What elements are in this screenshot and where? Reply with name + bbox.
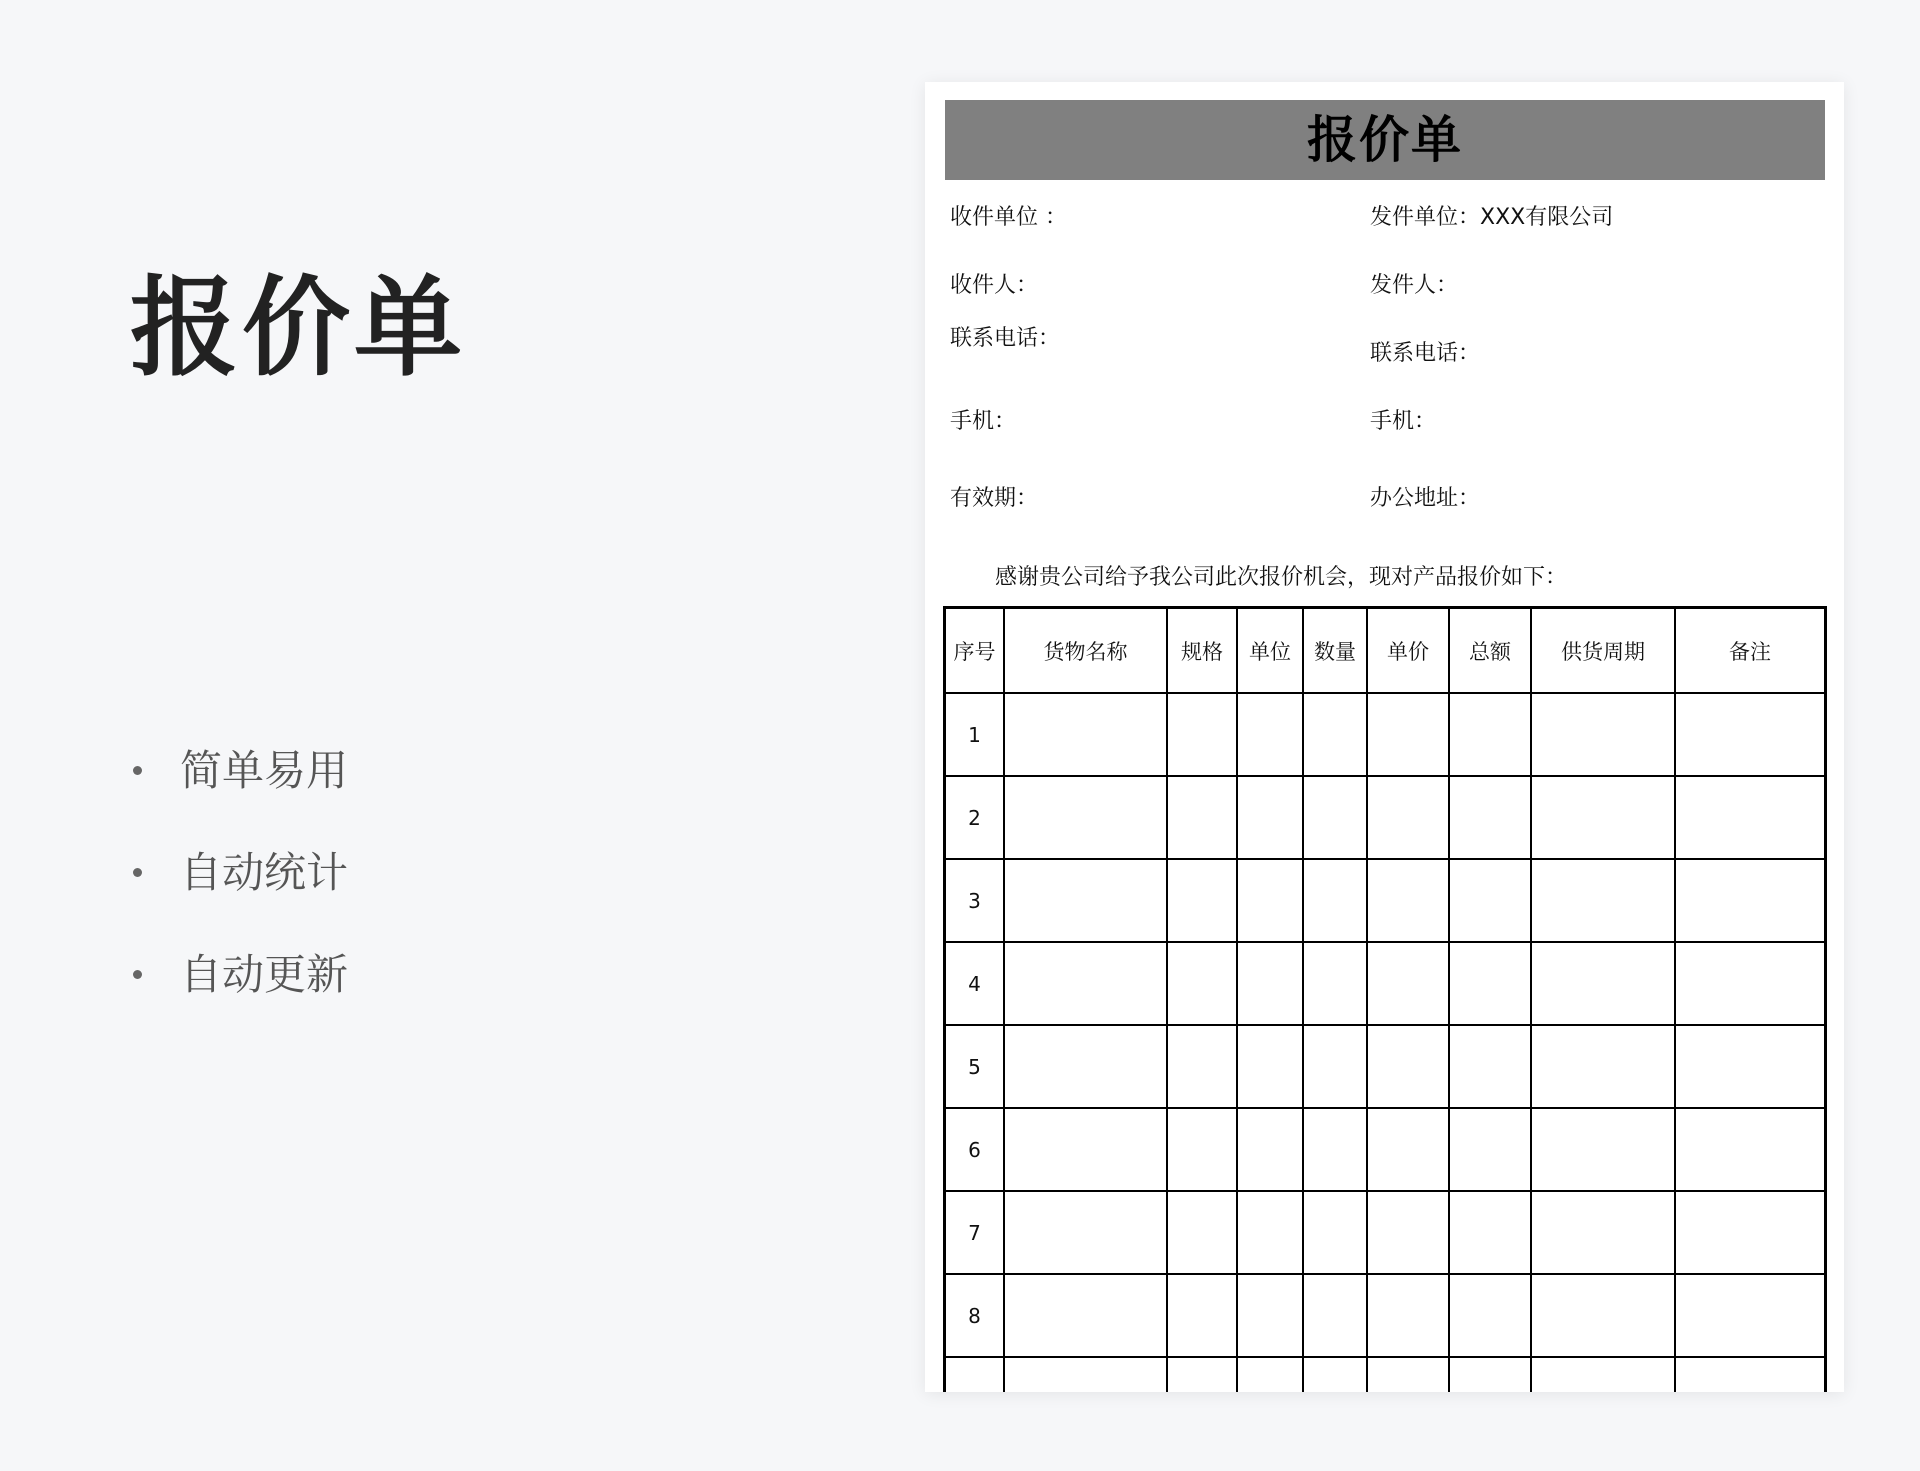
- table-cell: [1167, 1274, 1237, 1357]
- table-cell: [1237, 693, 1303, 776]
- table-header-row: [946, 609, 1824, 693]
- quotation-table-body: [946, 609, 1824, 1392]
- table-cell: [1303, 942, 1367, 1025]
- table-cell: [1449, 859, 1531, 942]
- table-row: [946, 1025, 1824, 1108]
- table-cell: [1303, 1357, 1367, 1392]
- feature-label: 自动更新: [180, 950, 349, 999]
- validity-field: 有效期：: [950, 486, 1039, 511]
- table-cell: [1237, 942, 1303, 1025]
- table-cell: [1004, 1108, 1167, 1191]
- feature-list: [130, 745, 348, 1051]
- table-cell: [1675, 942, 1824, 1025]
- table-cell: [1449, 1025, 1531, 1108]
- quotation-table: [943, 606, 1827, 1392]
- table-cell: [1167, 1191, 1237, 1274]
- table-cell: [1237, 859, 1303, 942]
- table-cell: [1531, 693, 1675, 776]
- table-cell: [1675, 1357, 1824, 1392]
- table-cell: [1449, 1357, 1531, 1392]
- table-cell: [1531, 942, 1675, 1025]
- table-cell: [1303, 776, 1367, 859]
- column-header: 规格: [1167, 609, 1237, 693]
- row-number: [946, 1357, 1004, 1392]
- table-cell: [1237, 1274, 1303, 1357]
- table-cell: [1303, 693, 1367, 776]
- table-cell: [1675, 859, 1824, 942]
- row-number: 1: [946, 693, 1004, 776]
- table-cell: [1449, 942, 1531, 1025]
- column-header: 单位: [1237, 609, 1303, 693]
- feature-label: 简单易用: [180, 746, 349, 795]
- table-cell: [1167, 1357, 1237, 1392]
- sheet-title: 报价单: [945, 100, 1825, 180]
- table-cell: [1237, 1191, 1303, 1274]
- receiver-phone-field: 联系电话：: [950, 326, 1061, 351]
- row-number: 5: [946, 1025, 1004, 1108]
- bullet-dot-icon: [133, 766, 142, 775]
- sender-field: 发件人：: [1370, 273, 1459, 298]
- bullet-dot-icon: [133, 868, 142, 877]
- thanks-note: 感谢贵公司给予我公司此次报价机会，现对产品报价如下：: [995, 565, 1568, 590]
- table-cell: [1675, 1274, 1824, 1357]
- table-cell: [1303, 1108, 1367, 1191]
- table-cell: [1167, 942, 1237, 1025]
- feature-label: 自动统计: [180, 848, 349, 897]
- feature-item: [130, 847, 348, 949]
- feature-item: [130, 745, 348, 847]
- table-cell: [1237, 1025, 1303, 1108]
- table-cell: [1004, 1025, 1167, 1108]
- table-cell: [1531, 1025, 1675, 1108]
- row-number: 2: [946, 776, 1004, 859]
- feature-item: [130, 949, 348, 1051]
- table-cell: [1367, 693, 1449, 776]
- table-cell: [1367, 1274, 1449, 1357]
- sender-mobile-field: 手机：: [1370, 409, 1437, 434]
- table-row: [946, 1191, 1824, 1274]
- table-cell: [1303, 859, 1367, 942]
- table-cell: [1237, 1357, 1303, 1392]
- table-cell: [1531, 1357, 1675, 1392]
- table-cell: [1167, 859, 1237, 942]
- table-cell: [1449, 1191, 1531, 1274]
- row-number: 8: [946, 1274, 1004, 1357]
- table-row: [946, 693, 1824, 776]
- column-header: 供货周期: [1531, 609, 1675, 693]
- table-cell: [1449, 1274, 1531, 1357]
- receiver-field: 收件人：: [950, 273, 1039, 298]
- quotation-sheet-preview: [925, 82, 1844, 1392]
- table-cell: [1367, 1357, 1449, 1392]
- table-cell: [1675, 1025, 1824, 1108]
- column-header: 数量: [1303, 609, 1367, 693]
- table-cell: [1004, 693, 1167, 776]
- table-row: [946, 859, 1824, 942]
- table-cell: [1367, 942, 1449, 1025]
- table-cell: [1004, 859, 1167, 942]
- column-header: 备注: [1675, 609, 1824, 693]
- sender-phone-field: 联系电话：: [1370, 341, 1481, 366]
- row-number: 3: [946, 859, 1004, 942]
- receiver-unit-field: 收件单位 ：: [950, 205, 1067, 230]
- table-cell: [1167, 1025, 1237, 1108]
- table-cell: [1303, 1274, 1367, 1357]
- table-cell: [1675, 1108, 1824, 1191]
- hero-title: 报价单: [130, 266, 467, 391]
- column-header: 货物名称: [1004, 609, 1167, 693]
- table-row: [946, 776, 1824, 859]
- column-header: 序号: [946, 609, 1004, 693]
- table-cell: [1004, 942, 1167, 1025]
- table-cell: [1004, 776, 1167, 859]
- table-cell: [1675, 776, 1824, 859]
- table-cell: [1303, 1025, 1367, 1108]
- table-cell: [1167, 693, 1237, 776]
- table-row: [946, 942, 1824, 1025]
- table-cell: [1167, 1108, 1237, 1191]
- table-row: [946, 1357, 1824, 1392]
- table-cell: [1004, 1191, 1167, 1274]
- table-cell: [1004, 1274, 1167, 1357]
- row-number: 4: [946, 942, 1004, 1025]
- table-cell: [1531, 859, 1675, 942]
- table-cell: [1004, 1357, 1167, 1392]
- row-number: 6: [946, 1108, 1004, 1191]
- table-cell: [1367, 1025, 1449, 1108]
- table-cell: [1675, 1191, 1824, 1274]
- table-cell: [1675, 693, 1824, 776]
- table-row: [946, 1108, 1824, 1191]
- table-cell: [1367, 1191, 1449, 1274]
- row-number: 7: [946, 1191, 1004, 1274]
- table-cell: [1531, 776, 1675, 859]
- table-cell: [1237, 1108, 1303, 1191]
- table-cell: [1367, 776, 1449, 859]
- office-address-field: 办公地址：: [1370, 486, 1481, 511]
- sender-unit-field: 发件单位：XXX有限公司: [1370, 205, 1614, 230]
- column-header: 单价: [1367, 609, 1449, 693]
- table-cell: [1237, 776, 1303, 859]
- table-cell: [1531, 1274, 1675, 1357]
- table-cell: [1303, 1191, 1367, 1274]
- table-cell: [1531, 1191, 1675, 1274]
- table-cell: [1531, 1108, 1675, 1191]
- table-row: [946, 1274, 1824, 1357]
- table-cell: [1367, 1108, 1449, 1191]
- table-cell: [1449, 776, 1531, 859]
- table-cell: [1167, 776, 1237, 859]
- receiver-mobile-field: 手机：: [950, 409, 1017, 434]
- table-cell: [1449, 1108, 1531, 1191]
- column-header: 总额: [1449, 609, 1531, 693]
- table-cell: [1367, 859, 1449, 942]
- bullet-dot-icon: [133, 970, 142, 979]
- table-cell: [1449, 693, 1531, 776]
